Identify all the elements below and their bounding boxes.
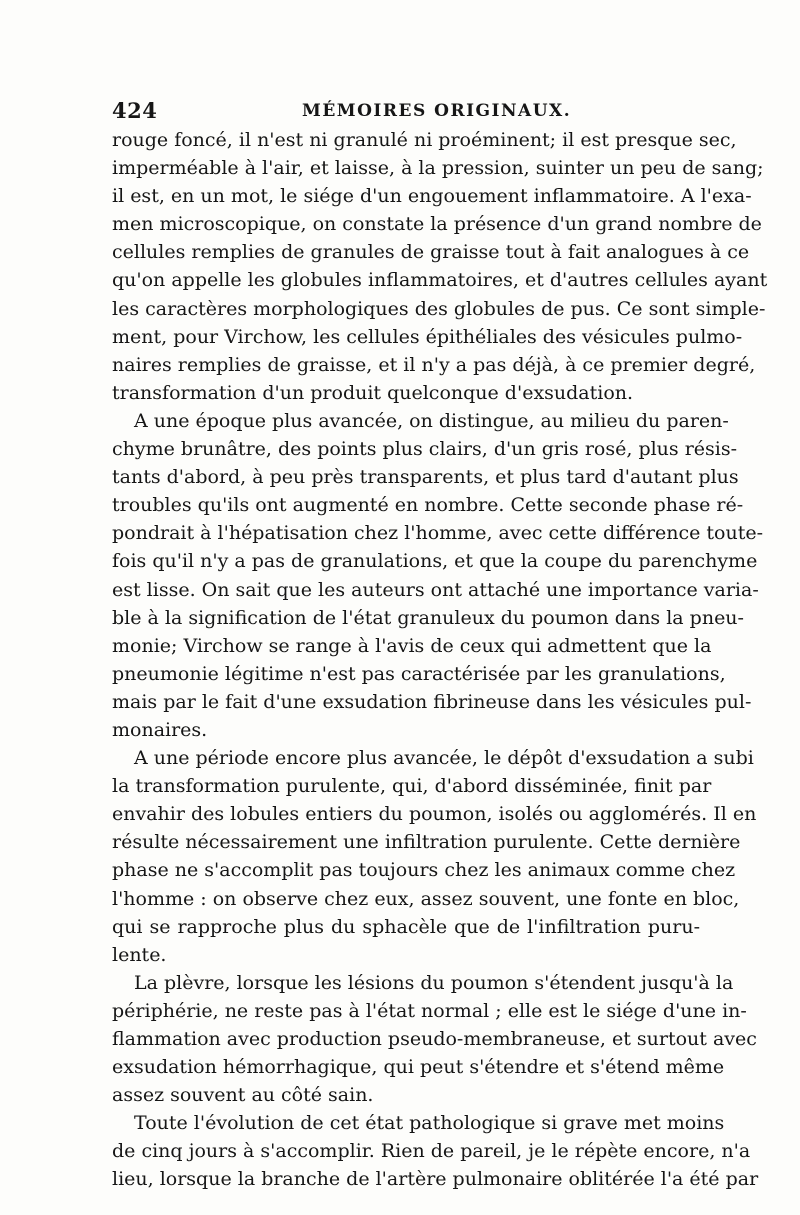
text-line: naires remplies de graisse, et il n'y a pas déjà, à ce premier degré, [112, 353, 756, 376]
text-line: pneumonie légitime n'est pas caractérisée par les granulations, [112, 662, 726, 685]
text-line: A une période encore plus avancée, le dépôt d'exsudation a subi [134, 747, 754, 770]
text-line: A une époque plus avancée, on distingue, au milieu du paren- [134, 409, 729, 432]
text-line: flammation avec production pseudo-membraneuse, et surtout avec [112, 1028, 757, 1050]
text-line: mais par le fait d'une exsudation fibrineuse dans les vésicules pul- [112, 690, 752, 713]
text-line: Toute l'évolution de cet état pathologique si grave met moins [134, 1112, 725, 1135]
text-line: de cinq jours à s'accomplir. Rien de pareil, je le répète encore, n'a [112, 1140, 751, 1163]
text-line: est lisse. On sait que les auteurs ont attaché une importance varia- [112, 578, 759, 601]
text-line: pondrait à l'hépatisation chez l'homme, avec cette différence toute- [112, 522, 764, 545]
text-line: La plèvre, lorsque les lésions du poumon s'étendent jusqu'à la [134, 971, 734, 994]
text-line: lente. [112, 943, 167, 966]
text-line: rouge foncé, il n'est ni granulé ni proéminent; il est presque sec, [112, 129, 737, 151]
body-text [112, 126, 768, 1194]
text-line: envahir des lobules entiers du poumon, isolés ou agglomérés. Il en [112, 803, 757, 826]
page-header [112, 98, 700, 128]
text-line: la transformation purulente, qui, d'abord disséminée, finit par [112, 775, 712, 798]
text-line: phase ne s'accomplit pas toujours chez les animaux comme chez [112, 859, 736, 882]
text-line: men microscopique, on constate la présence d'un grand nombre de [112, 213, 762, 236]
text-line: ment, pour Virchow, les cellules épithéliales des vésicules pulmo- [112, 325, 743, 348]
text-line: imperméable à l'air, et laisse, à la pression, suinter un peu de sang; [112, 157, 764, 180]
text-line: résulte nécessairement une infiltration purulente. Cette dernière [112, 831, 741, 854]
text-line: les caractères morphologiques des globules de pus. Ce sont simple- [112, 297, 766, 320]
text-line: il est, en un mot, le siége d'un engouement inflammatoire. A l'exa- [112, 185, 752, 208]
text-line: ble à la signification de l'état granuleux du poumon dans la pneu- [112, 606, 744, 629]
text-line: transformation d'un produit quelconque d'exsudation. [112, 381, 634, 404]
text-line: qu'on appelle les globules inflammatoires, et d'autres cellules ayant [112, 269, 768, 292]
text-line: assez souvent au côté sain. [112, 1084, 374, 1107]
text-line: lieu, lorsque la branche de l'artère pulmonaire oblitérée l'a été par [112, 1168, 759, 1191]
text-line: périphérie, ne reste pas à l'état normal ; elle est le siége d'une in- [112, 999, 747, 1022]
text-line: monaires. [112, 718, 208, 741]
text-line: cellules remplies de granules de graisse tout à fait analogues à ce [112, 241, 750, 264]
text-line: qui se rapproche plus du sphacèle que de l'infiltration puru- [112, 915, 700, 938]
text-line: l'homme : on observe chez eux, assez souvent, une fonte en bloc, [112, 887, 740, 910]
text-line: fois qu'il n'y a pas de granulations, et que la coupe du parenchyme [112, 550, 758, 573]
text-line: exsudation hémorrhagique, qui peut s'étendre et s'étend même [112, 1056, 725, 1079]
text-line: troubles qu'ils ont augmenté en nombre. Cette seconde phase ré- [112, 494, 744, 517]
text-line: monie; Virchow se range à l'avis de ceux qui admettent que la [112, 634, 712, 657]
running-head: MÉMOIRES ORIGINAUX. [302, 101, 572, 121]
page-number: 424 [112, 98, 158, 123]
text-line: tants d'abord, à peu près transparents, et plus tard d'autant plus [112, 466, 739, 489]
text-line: chyme brunâtre, des points plus clairs, d'un gris rosé, plus résis- [112, 438, 738, 461]
